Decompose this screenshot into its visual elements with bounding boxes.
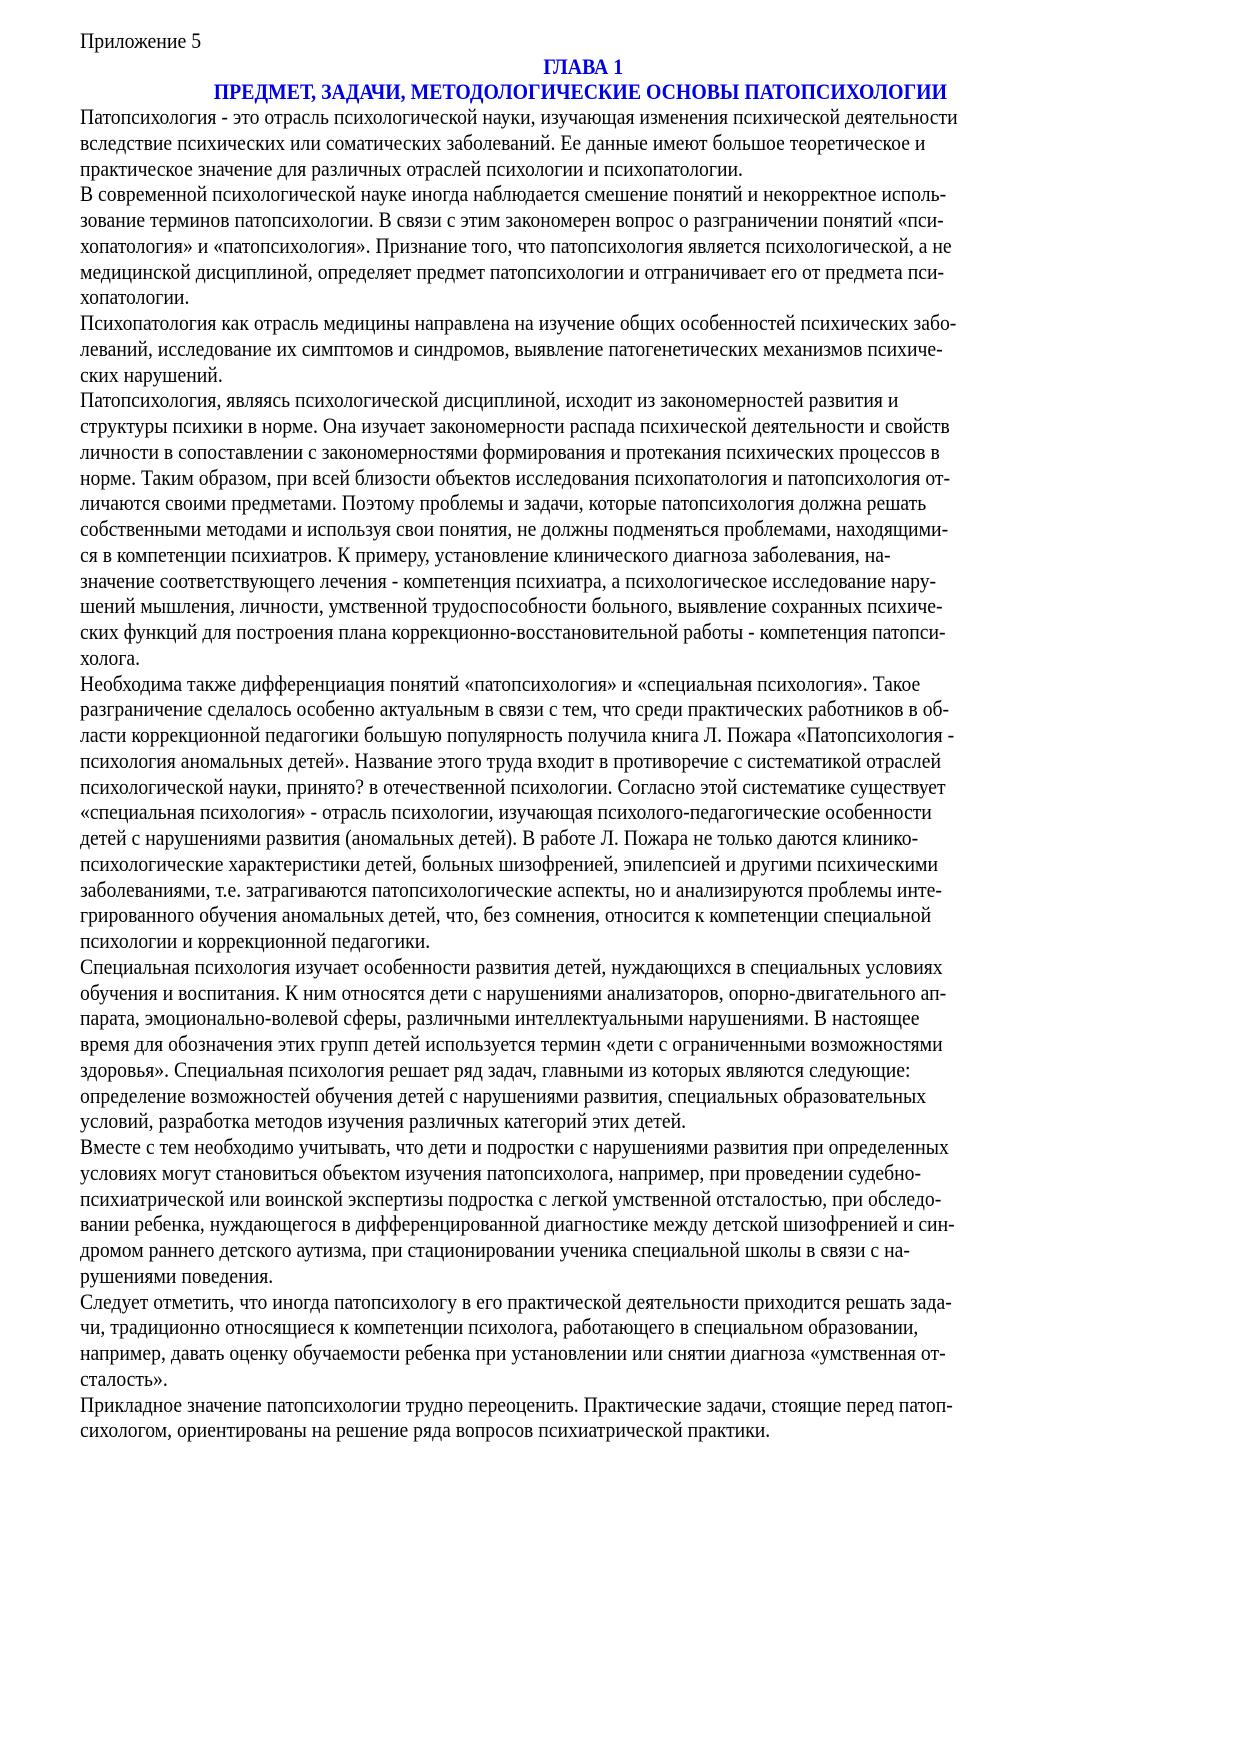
text-line: норме. Таким образом, при всей близости объектов исследования психопатология и патопсихология от-	[80, 464, 951, 490]
text-line: обучения и воспитания. К ним относятся дети с нарушениями анализаторов, опорно-двигательного ап-	[80, 979, 947, 1005]
text-line: психология аномальных детей». Название этого труда входит в противоречие с систематикой отраслей	[80, 747, 941, 773]
appendix-label: Приложение 5	[80, 28, 202, 53]
text-line: Патопсихология, являясь психологической дисциплиной, исходит из закономерностей развития и	[80, 387, 899, 413]
text-line: Необходима также дифференциация понятий «патопсихология» и «специальная психология». Такое	[80, 670, 921, 696]
text-line: определение возможностей обучения детей с нарушениями развития, специальных образовательных	[80, 1082, 927, 1108]
text-line: хопатология» и «патопсихология». Признание того, что патопсихология является психологической, а не	[80, 232, 952, 258]
text-line: разграничение сделалось особенно актуальным в связи с тем, что среди практических работников в об-	[80, 696, 950, 722]
text-line: «специальная психология» - отрасль психологии, изучающая психолого-педагогические особенности	[80, 799, 932, 825]
text-line: В современной психологической науке иногда наблюдается смешение понятий и некорректное исполь-	[80, 181, 947, 207]
chapter-title-text: ПРЕДМЕТ, ЗАДАЧИ, МЕТОДОЛОГИЧЕСКИЕ ОСНОВЫ ПАТОПСИХОЛОГИИ	[213, 79, 947, 104]
text-line: парата, эмоционально-волевой сферы, различными интеллектуальными нарушениями. В настоящее	[80, 1005, 920, 1031]
paragraph	[80, 1134, 1230, 1289]
text-line: холога.	[80, 644, 141, 670]
text-line: ласти коррекционной педагогики большую популярность получила книга Л. Пожара «Патопсихология -	[80, 722, 955, 747]
text-line: сихологом, ориентированы на решение ряда вопросов психиатрической практики.	[80, 1417, 771, 1443]
text-line: условий, разработка методов изучения различных категорий этих детей.	[80, 1108, 687, 1134]
text-line: вании ребенка, нуждающегося в дифференцированной диагностике между детской шизофренией и син-	[80, 1211, 955, 1237]
text-line: время для обозначения этих групп детей используется термин «дети с ограниченными возможностями	[80, 1031, 943, 1056]
text-line: ся в компетенции психиатров. К примеру, установление клинического диагноза заболевания, на-	[80, 541, 891, 567]
text-line: зование терминов патопсихологии. В связи с этим закономерен вопрос о разграничении понятий «пси-	[80, 207, 944, 232]
text-line: психиатрической или воинской экспертизы подростка с легкой умственной отсталостью, при обследо-	[80, 1185, 942, 1211]
text-line: Прикладное значение патопсихологии трудно переоценить. Практические задачи, стоящие перед патоп-	[80, 1391, 953, 1417]
paragraph	[80, 310, 1230, 387]
text-line: структуры психики в норме. Она изучает закономерности распада психической деятельности и свойств	[80, 413, 950, 438]
text-line: психологической науки, принято? в отечественной психологии. Согласно этой систематике существует	[80, 773, 946, 799]
text-line: леваний, исследование их симптомов и синдромов, выявление патогенетических механизмов психиче-	[80, 335, 943, 361]
text-line: ских нарушений.	[80, 361, 223, 387]
text-line: психологии и коррекционной педагогики.	[80, 928, 431, 953]
text-line: Психопатология как отрасль медицины направлена на изучение общих особенностей психических забо-	[80, 310, 957, 335]
text-line: Патопсихология - это отрасль психологической науки, изучающая изменения психической деятельности	[80, 104, 958, 129]
text-line: личности в сопоставлении с закономерностями формирования и протекания психических процессов в	[80, 438, 940, 464]
text-line: ских функций для построения плана коррекционно-восстановительной работы - компетенция патопси-	[80, 619, 946, 644]
paragraph	[80, 954, 1230, 1134]
chapter-number-text: ГЛАВА 1	[543, 54, 623, 79]
chapter-number	[0, 54, 1166, 80]
paragraph	[80, 671, 1230, 954]
text-line: собственными методами и используя свои понятия, не должны подменяться проблемами, находящими-	[80, 516, 949, 541]
text-line: детей с нарушениями развития (аномальных детей). В работе Л. Пожара не только даются клинико-	[80, 825, 919, 850]
paragraph	[80, 1289, 1230, 1392]
document-body	[80, 104, 1230, 1443]
paragraph	[80, 387, 1230, 670]
chapter-title	[0, 79, 1160, 105]
text-line: заболеваниями, т.е. затрагиваются патопсихологические аспекты, но и анализируются проблемы инте-	[80, 876, 942, 902]
paragraph	[80, 181, 1230, 310]
text-line: практическое значение для различных отраслей психологии и психопатологии.	[80, 155, 743, 181]
text-line: рушениями поведения.	[80, 1262, 274, 1288]
text-line: грированного обучения аномальных детей, что, без сомнения, относится к компетенции специальной	[80, 902, 932, 928]
text-line: Вместе с тем необходимо учитывать, что дети и подростки с нарушениями развития при определенных	[80, 1134, 949, 1159]
paragraph	[80, 1392, 1230, 1444]
text-line: шений мышления, личности, умственной трудоспособности больного, выявление сохранных психиче-	[80, 593, 943, 619]
text-line: Следует отметить, что иногда патопсихологу в его практической деятельности приходится решать зада-	[80, 1288, 952, 1314]
text-line: значение соответствующего лечения - компетенция психиатра, а психологическое исследование нару-	[80, 567, 937, 593]
text-line: хопатологии.	[80, 284, 190, 310]
text-line: здоровья». Специальная психология решает ряд задач, главными из которых являются следующие:	[80, 1056, 911, 1082]
paragraph	[80, 104, 1230, 181]
text-line: медицинской дисциплиной, определяет предмет патопсихологии и отграничивает его от предмета пси-	[80, 258, 945, 284]
text-line: психологические характеристики детей, больных шизофренией, эпилепсией и другими психическими	[80, 850, 939, 876]
text-line: личаются своими предметами. Поэтому проблемы и задачи, которые патопсихология должна решать	[80, 490, 927, 516]
text-line: дромом раннего детского аутизма, при стационировании ученика специальной школы в связи с на-	[80, 1237, 910, 1262]
text-line: чи, традиционно относящиеся к компетенции психолога, работающего в специальном образовании,	[80, 1314, 919, 1340]
text-line: сталость».	[80, 1365, 168, 1391]
text-line: например, давать оценку обучаемости ребенка при установлении или снятии диагноза «умственная от-	[80, 1340, 946, 1365]
text-line: вследствие психических или соматических заболеваний. Ее данные имеют большое теоретическое и	[80, 129, 926, 155]
text-line: условиях могут становиться объектом изучения патопсихолога, например, при проведении судебно-	[80, 1159, 922, 1185]
text-line: Специальная психология изучает особенности развития детей, нуждающихся в специальных условиях	[80, 953, 943, 979]
